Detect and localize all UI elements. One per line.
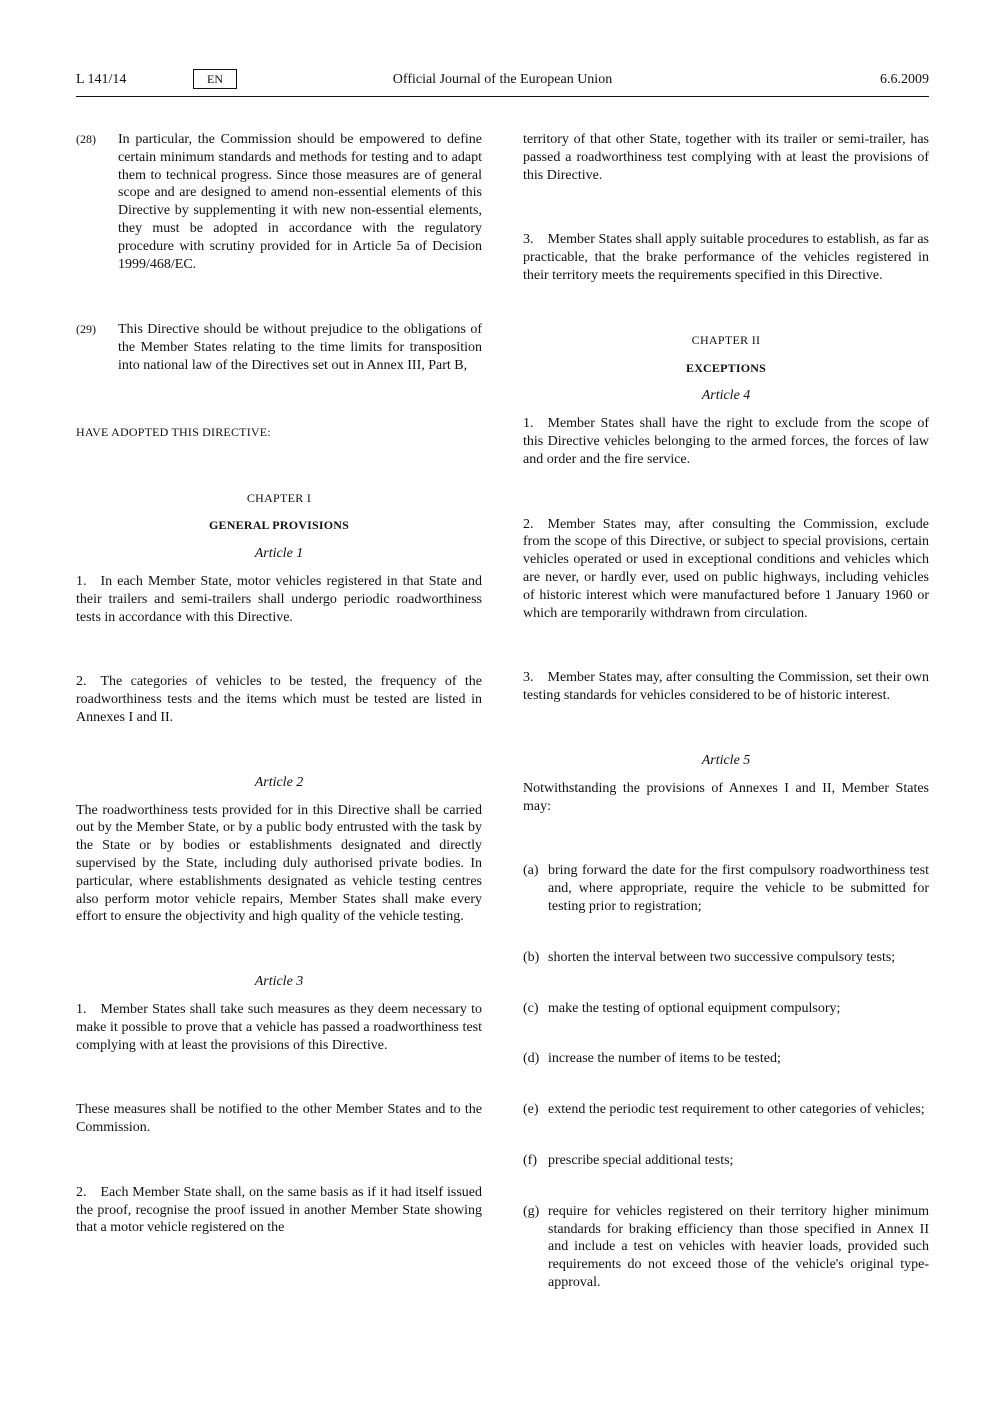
list-item (523, 1050, 929, 1068)
list-text: increase the number of items to be tested; (548, 1051, 781, 1067)
article-paragraph: The roadworthiness tests provided for in this Directive shall be carried out by the Member State, or by a public body entrusted with the task by the State or by bodies or establishments designated and directly supervised by the State, including duly authorised private bodies. In particular, where establishments designated as vehicle testing centres also perform motor vehicle repairs, Member States shall make every effort to ensure the objectivity and high quality of the vehicle testing. (76, 802, 482, 925)
recital-number: (29) (76, 322, 96, 337)
list-text: prescribe special additional tests; (548, 1152, 734, 1168)
article-heading: Article 1 (254, 546, 304, 562)
article-heading: Article 5 (701, 752, 751, 768)
right-column (523, 131, 929, 1292)
article-paragraph: These measures shall be notified to the other Member States and to the Commission. (76, 1102, 482, 1136)
article-paragraph: 2. The categories of vehicles to be tested, the frequency of the roadworthiness tests and the items which must be tested are listed in Annexes I and II. (76, 674, 482, 725)
list-text: shorten the interval between two successive compulsory tests; (548, 949, 896, 965)
article-heading: Article 4 (701, 388, 751, 404)
language-badge: EN (193, 69, 237, 89)
journal-title: Official Journal of the European Union (392, 72, 613, 87)
publication-date: 6.6.2009 (880, 72, 929, 87)
article-paragraph: 3. Member States shall apply suitable procedures to establish, as far as practicable, that the brake performance of the vehicles registered in their territory meets the requirements specified in this Directive. (523, 232, 929, 283)
list-item (523, 1152, 929, 1170)
list-item (523, 1101, 929, 1119)
recital-text: In particular, the Commission should be empowered to define certain minimum standards and methods for testing and to adapt them to technical progress. Since those measures are of general scope and are designed to amend non-essential elements of this Directive by supplementing it with new non-essential elements, they must be adopted in accordance with the regulatory procedure with scrutiny provided for in Article 5a of Decision 1999/468/EC. (118, 132, 482, 272)
list-label: (d) (523, 1051, 540, 1067)
list-text: require for vehicles registered on their territory higher minimum standards for braking efficiency than those specified in Annex II and include a test on vehicles with heavier loads, provided such requirements do not exceed those of the vehicle's original type-approval. (548, 1203, 929, 1290)
chapter-title: GENERAL PROVISIONS (209, 518, 349, 533)
list-item (523, 862, 929, 915)
header-rule (76, 96, 929, 97)
list-text: bring forward the date for the first compulsory roadworthiness test and, where appropriate, require the vehicle to be submitted for testing prior to registration; (548, 863, 929, 914)
recital-number: (28) (76, 132, 96, 146)
article-paragraph: 1. Member States shall take such measures as they deem necessary to make it possible to prove that a vehicle has passed a roadworthiness test complying with at least the provisions of this Directive. (76, 1001, 482, 1053)
list-label: (f) (523, 1152, 537, 1168)
article-paragraph: 1. In each Member State, motor vehicles registered in that State and their trailers and semi-trailers shall undergo periodic roadworthiness tests in accordance with this Directive. (76, 573, 482, 625)
list-label: (e) (523, 1102, 539, 1118)
article-heading: Article 2 (254, 774, 304, 790)
article-paragraph: territory of that other State, together with its trailer or semi-trailer, has passed a roadworthiness test complying with at least the provisions of this Directive. (523, 132, 929, 183)
list-text: make the testing of optional equipment compulsory; (548, 1000, 841, 1016)
article-paragraph: 1. Member States shall have the right to exclude from the scope of this Directive vehicles belonging to the armed forces, the forces of law and order and the fire service. (523, 416, 929, 467)
recital-text: This Directive should be without prejudice to the obligations of the Member States relating to the time limits for transposition into national law of the Directives set out in Annex III, Part B, (118, 322, 482, 373)
chapter-heading: CHAPTER I (246, 490, 312, 505)
list-item (523, 949, 929, 967)
chapter-heading: CHAPTER II (691, 332, 761, 347)
article-paragraph: 2. Each Member State shall, on the same basis as if it had itself issued the proof, recognise the proof issued in another Member State showing that a motor vehicle registered on the (76, 1184, 482, 1236)
list-item (523, 1203, 929, 1292)
recital-29 (76, 321, 482, 374)
left-column (76, 131, 482, 1237)
list-label: (g) (523, 1203, 540, 1219)
article-paragraph: 2. Member States may, after consulting the Commission, exclude from the scope of this Directive, or subject to special provisions, certain vehicles operated or used in exceptional conditions and vehicles which are never, or hardly ever, used on public highways, including vehicles of historic interest which were manufactured before 1 January 1960 or which are temporarily withdrawn from circulation. (523, 516, 929, 621)
recital-28 (76, 131, 482, 273)
list-text: extend the periodic test requirement to other categories of vehicles; (548, 1102, 925, 1118)
article-paragraph: 3. Member States may, after consulting the Commission, set their own testing standards for vehicles considered to be of historic interest. (523, 670, 929, 704)
article-paragraph: Notwithstanding the provisions of Annexes I and II, Member States may: (523, 780, 929, 814)
page-header (76, 68, 929, 98)
chapter-title: EXCEPTIONS (685, 360, 767, 375)
article-heading: Article 3 (254, 974, 304, 990)
list-item (523, 1000, 929, 1018)
adoption-statement: HAVE ADOPTED THIS DIRECTIVE: (76, 424, 271, 439)
list-label: (b) (523, 949, 540, 965)
journal-reference: L 141/14 (76, 72, 127, 87)
list-label: (c) (523, 1000, 539, 1016)
list-label: (a) (523, 863, 539, 879)
